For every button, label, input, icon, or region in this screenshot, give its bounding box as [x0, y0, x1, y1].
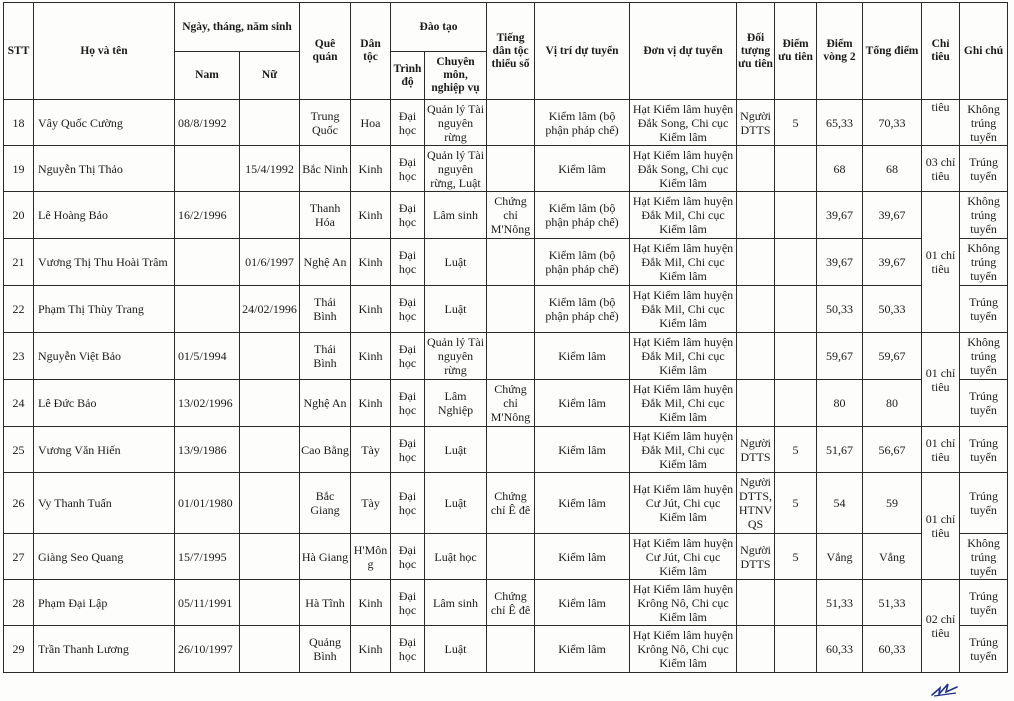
header-male: Nam — [175, 52, 240, 100]
cell-level: Đại học — [391, 580, 425, 626]
cell-stt: 22 — [4, 286, 34, 333]
cell-total: 68 — [863, 146, 922, 192]
cell-major: Lâm sinh — [425, 192, 487, 239]
cell-name: Trần Thanh Lương — [34, 626, 175, 673]
cell-dob-male: 15/7/1995 — [175, 534, 240, 580]
cell-position: Kiểm lâm — [535, 333, 630, 380]
cell-position: Kiểm lâm — [535, 473, 630, 534]
cell-ethnicity: Kinh — [351, 380, 391, 427]
cell-dob-male: 16/2/1996 — [175, 192, 240, 239]
cell-ethnicity: Kinh — [351, 626, 391, 673]
cell-target-group — [737, 192, 775, 239]
cell-level: Đại học — [391, 100, 425, 146]
cell-major: Luật — [425, 473, 487, 534]
cell-round2: 68 — [817, 146, 863, 192]
cell-name: Nguyễn Thị Thảo — [34, 146, 175, 192]
cell-target-group — [737, 146, 775, 192]
cell-round2: Vắng — [817, 534, 863, 580]
cell-hometown: Nghệ An — [300, 239, 351, 286]
header-level: Trình độ — [391, 52, 425, 100]
cell-note: Trúng tuyển — [960, 473, 1008, 534]
cell-hometown: Hà Giang — [300, 534, 351, 580]
cell-name: Lê Đức Bảo — [34, 380, 175, 427]
cell-unit: Hạt Kiểm lâm huyện Đắk Mil, Chi cục Kiểm lâm — [630, 380, 737, 427]
cell-dob-female: 24/02/1996 — [240, 286, 300, 333]
cell-round2: 50,33 — [817, 286, 863, 333]
cell-round2: 60,33 — [817, 626, 863, 673]
cell-quota: 01 chỉ tiêu — [922, 333, 960, 427]
table-row — [4, 427, 1008, 473]
cell-level: Đại học — [391, 192, 425, 239]
cell-ethnicity: Tày — [351, 473, 391, 534]
cell-note: Trúng tuyển — [960, 286, 1008, 333]
cell-target-group — [737, 380, 775, 427]
cell-major: Lâm sinh — [425, 580, 487, 626]
cell-stt: 21 — [4, 239, 34, 286]
cell-note: Trúng tuyển — [960, 427, 1008, 473]
header-training: Đào tạo — [391, 3, 487, 52]
cell-dob-female — [240, 534, 300, 580]
cell-ethnicity: Hoa — [351, 100, 391, 146]
cell-total: 60,33 — [863, 626, 922, 673]
header-note: Ghi chú — [960, 3, 1008, 100]
cell-priority-points: 5 — [775, 534, 817, 580]
cell-quota: 01 chỉ tiêu — [922, 192, 960, 333]
cell-priority-points — [775, 333, 817, 380]
cell-dob-female — [240, 333, 300, 380]
candidate-results-table — [3, 2, 1008, 673]
cell-dob-male: 13/02/1996 — [175, 380, 240, 427]
cell-hometown: Cao Bằng — [300, 427, 351, 473]
cell-total: 39,67 — [863, 192, 922, 239]
cell-hometown: Thái Bình — [300, 286, 351, 333]
cell-target-group — [737, 286, 775, 333]
cell-target-group: Người DTTS — [737, 534, 775, 580]
cell-note: Không trúng tuyển — [960, 534, 1008, 580]
cell-minority-language — [487, 534, 535, 580]
cell-name: Vương Văn Hiến — [34, 427, 175, 473]
cell-total: Vắng — [863, 534, 922, 580]
cell-stt: 26 — [4, 473, 34, 534]
cell-dob-female — [240, 192, 300, 239]
table-row — [4, 192, 1008, 239]
cell-hometown: Nghệ An — [300, 380, 351, 427]
cell-dob-male — [175, 239, 240, 286]
cell-unit: Hạt Kiểm lâm huyện Đắk Song, Chi cục Kiểm lâm — [630, 146, 737, 192]
header-ethnicity: Dân tộc — [351, 3, 391, 100]
cell-minority-language — [487, 626, 535, 673]
cell-priority-points: 5 — [775, 100, 817, 146]
cell-level: Đại học — [391, 333, 425, 380]
cell-dob-female — [240, 100, 300, 146]
cell-quota: 02 chỉ tiêu — [922, 580, 960, 673]
cell-note: Trúng tuyển — [960, 146, 1008, 192]
cell-level: Đại học — [391, 473, 425, 534]
cell-unit: Hạt Kiểm lâm huyện Đắk Mil, Chi cục Kiểm lâm — [630, 286, 737, 333]
cell-dob-male: 01/5/1994 — [175, 333, 240, 380]
cell-note: Trúng tuyển — [960, 626, 1008, 673]
cell-hometown: Trung Quốc — [300, 100, 351, 146]
cell-major: Luật — [425, 427, 487, 473]
cell-minority-language — [487, 333, 535, 380]
cell-stt: 29 — [4, 626, 34, 673]
cell-minority-language: Chứng chỉ M'Nông — [487, 380, 535, 427]
cell-stt: 23 — [4, 333, 34, 380]
cell-note: Không trúng tuyển — [960, 239, 1008, 286]
cell-name: Vây Quốc Cường — [34, 100, 175, 146]
cell-position: Kiểm lâm (bộ phận pháp chế) — [535, 239, 630, 286]
cell-position: Kiểm lâm — [535, 146, 630, 192]
cell-priority-points — [775, 580, 817, 626]
cell-major: Quản lý Tài nguyên rừng — [425, 333, 487, 380]
cell-level: Đại học — [391, 427, 425, 473]
cell-priority-points — [775, 239, 817, 286]
cell-priority-points — [775, 192, 817, 239]
cell-target-group — [737, 333, 775, 380]
cell-name: Vương Thị Thu Hoài Trâm — [34, 239, 175, 286]
cell-total: 59 — [863, 473, 922, 534]
table-row — [4, 534, 1008, 580]
cell-position: Kiểm lâm (bộ phận pháp chế) — [535, 286, 630, 333]
cell-note: Không trúng tuyển — [960, 333, 1008, 380]
header-priority-points: Điểm ưu tiên — [775, 3, 817, 100]
cell-major: Quản lý Tài nguyên rừng, Luật — [425, 146, 487, 192]
cell-total: 51,33 — [863, 580, 922, 626]
cell-total: 59,67 — [863, 333, 922, 380]
cell-dob-female — [240, 380, 300, 427]
cell-dob-female — [240, 580, 300, 626]
cell-minority-language — [487, 239, 535, 286]
table-row — [4, 239, 1008, 286]
cell-minority-language — [487, 100, 535, 146]
cell-total: 50,33 — [863, 286, 922, 333]
cell-dob-female — [240, 626, 300, 673]
cell-name: Nguyễn Việt Bảo — [34, 333, 175, 380]
table-row — [4, 286, 1008, 333]
cell-unit: Hạt Kiểm lâm huyện Cư Jút, Chi cục Kiểm lâm — [630, 534, 737, 580]
cell-name: Vy Thanh Tuấn — [34, 473, 175, 534]
cell-level: Đại học — [391, 626, 425, 673]
table-body — [4, 100, 1008, 673]
cell-minority-language — [487, 427, 535, 473]
table-header — [4, 3, 1008, 100]
cell-name: Lê Hoàng Bảo — [34, 192, 175, 239]
cell-round2: 51,67 — [817, 427, 863, 473]
cell-minority-language — [487, 146, 535, 192]
cell-major: Luật — [425, 239, 487, 286]
cell-name: Giàng Seo Quang — [34, 534, 175, 580]
cell-ethnicity: Kinh — [351, 333, 391, 380]
cell-position: Kiểm lâm — [535, 427, 630, 473]
cell-major: Lâm Nghiệp — [425, 380, 487, 427]
header-name: Họ và tên — [34, 3, 175, 100]
cell-ethnicity: Kinh — [351, 192, 391, 239]
cell-total: 80 — [863, 380, 922, 427]
cell-quota: 03 chỉ tiêu — [922, 146, 960, 192]
header-minority-language: Tiếng dân tộc thiểu số — [487, 3, 535, 100]
cell-dob-male — [175, 286, 240, 333]
cell-position: Kiểm lâm (bộ phận pháp chế) — [535, 100, 630, 146]
cell-major: Quản lý Tài nguyên rừng — [425, 100, 487, 146]
cell-dob-female: 15/4/1992 — [240, 146, 300, 192]
cell-ethnicity: H'Môn g — [351, 534, 391, 580]
cell-unit: Hạt Kiểm lâm huyện Krông Nô, Chi cục Kiểm lâm — [630, 580, 737, 626]
cell-target-group: Người DTTS, HTNV QS — [737, 473, 775, 534]
header-round2: Điểm vòng 2 — [817, 3, 863, 100]
cell-priority-points — [775, 380, 817, 427]
cell-ethnicity: Kinh — [351, 239, 391, 286]
signature-mark — [930, 680, 960, 698]
header-position: Vị trí dự tuyển — [535, 3, 630, 100]
cell-round2: 59,67 — [817, 333, 863, 380]
cell-priority-points — [775, 146, 817, 192]
header-unit: Đơn vị dự tuyển — [630, 3, 737, 100]
cell-round2: 51,33 — [817, 580, 863, 626]
cell-hometown: Thanh Hóa — [300, 192, 351, 239]
cell-hometown: Quảng Bình — [300, 626, 351, 673]
cell-ethnicity: Tày — [351, 427, 391, 473]
cell-level: Đại học — [391, 380, 425, 427]
cell-dob-female — [240, 473, 300, 534]
cell-position: Kiểm lâm — [535, 534, 630, 580]
cell-round2: 54 — [817, 473, 863, 534]
cell-ethnicity: Kinh — [351, 146, 391, 192]
cell-quota: tiêu — [922, 100, 960, 146]
cell-major: Luật — [425, 286, 487, 333]
cell-level: Đại học — [391, 146, 425, 192]
header-quota: Chỉ tiêu — [922, 3, 960, 100]
table-row — [4, 473, 1008, 534]
cell-unit: Hạt Kiểm lâm huyện Đắk Mil, Chi cục Kiểm lâm — [630, 427, 737, 473]
cell-priority-points — [775, 626, 817, 673]
cell-level: Đại học — [391, 534, 425, 580]
cell-note: Không trúng tuyển — [960, 192, 1008, 239]
cell-dob-female: 01/6/1997 — [240, 239, 300, 286]
cell-hometown: Bắc Ninh — [300, 146, 351, 192]
cell-total: 56,67 — [863, 427, 922, 473]
cell-level: Đại học — [391, 239, 425, 286]
cell-stt: 28 — [4, 580, 34, 626]
cell-major: Luật — [425, 626, 487, 673]
cell-quota: 01 chỉ tiêu — [922, 427, 960, 473]
cell-unit: Hạt Kiểm lâm huyện Đắk Mil, Chi cục Kiểm lâm — [630, 192, 737, 239]
cell-priority-points — [775, 286, 817, 333]
cell-target-group: Người DTTS — [737, 427, 775, 473]
header-stt: STT — [4, 3, 34, 100]
cell-stt: 25 — [4, 427, 34, 473]
cell-target-group: Người DTTS — [737, 100, 775, 146]
cell-total: 39,67 — [863, 239, 922, 286]
cell-unit: Hạt Kiểm lâm huyện Đắk Song, Chi cục Kiểm lâm — [630, 100, 737, 146]
cell-priority-points: 5 — [775, 427, 817, 473]
cell-name: Phạm Thị Thùy Trang — [34, 286, 175, 333]
cell-quota: 01 chỉ tiêu — [922, 473, 960, 580]
cell-major: Luật học — [425, 534, 487, 580]
cell-round2: 39,67 — [817, 239, 863, 286]
cell-priority-points: 5 — [775, 473, 817, 534]
cell-unit: Hạt Kiểm lâm huyện Cư Jút, Chi cục Kiểm lâm — [630, 473, 737, 534]
cell-minority-language: Chứng chỉ Ê đê — [487, 580, 535, 626]
header-female: Nữ — [240, 52, 300, 100]
cell-hometown: Thái Bình — [300, 333, 351, 380]
cell-round2: 39,67 — [817, 192, 863, 239]
header-target-group: Đối tượng ưu tiên — [737, 3, 775, 100]
cell-level: Đại học — [391, 286, 425, 333]
cell-dob-male: 05/11/1991 — [175, 580, 240, 626]
cell-total: 70,33 — [863, 100, 922, 146]
table-row — [4, 626, 1008, 673]
cell-stt: 20 — [4, 192, 34, 239]
cell-unit: Hạt Kiểm lâm huyện Đắk Mil, Chi cục Kiểm lâm — [630, 333, 737, 380]
cell-note: Trúng tuyển — [960, 580, 1008, 626]
cell-position: Kiểm lâm — [535, 626, 630, 673]
cell-stt: 24 — [4, 380, 34, 427]
cell-target-group — [737, 580, 775, 626]
cell-note: Trúng tuyển — [960, 380, 1008, 427]
cell-note: Không trúng tuyển — [960, 100, 1008, 146]
cell-hometown: Bắc Giang — [300, 473, 351, 534]
cell-ethnicity: Kinh — [351, 580, 391, 626]
cell-dob-male: 08/8/1992 — [175, 100, 240, 146]
cell-round2: 80 — [817, 380, 863, 427]
cell-dob-male — [175, 146, 240, 192]
cell-name: Phạm Đại Lập — [34, 580, 175, 626]
cell-position: Kiểm lâm (bộ phận pháp chế) — [535, 192, 630, 239]
cell-position: Kiểm lâm — [535, 580, 630, 626]
cell-target-group — [737, 239, 775, 286]
header-dob: Ngày, tháng, năm sinh — [175, 3, 300, 52]
cell-dob-male: 26/10/1997 — [175, 626, 240, 673]
cell-unit: Hạt Kiểm lâm huyện Đắk Mil, Chi cục Kiểm lâm — [630, 239, 737, 286]
header-total: Tổng điểm — [863, 3, 922, 100]
cell-stt: 19 — [4, 146, 34, 192]
table-row — [4, 100, 1008, 146]
table-row — [4, 380, 1008, 427]
cell-minority-language: Chứng chỉ M'Nông — [487, 192, 535, 239]
cell-dob-male: 01/01/1980 — [175, 473, 240, 534]
cell-hometown: Hà Tĩnh — [300, 580, 351, 626]
header-major: Chuyên môn, nghiệp vụ — [425, 52, 487, 100]
table-row — [4, 146, 1008, 192]
header-hometown: Quê quán — [300, 3, 351, 100]
cell-minority-language: Chứng chỉ Ê đê — [487, 473, 535, 534]
cell-stt: 18 — [4, 100, 34, 146]
cell-position: Kiểm lâm — [535, 380, 630, 427]
cell-unit: Hạt Kiểm lâm huyện Krông Nô, Chi cục Kiểm lâm — [630, 626, 737, 673]
cell-stt: 27 — [4, 534, 34, 580]
table-row — [4, 333, 1008, 380]
cell-round2: 65,33 — [817, 100, 863, 146]
cell-ethnicity: Kinh — [351, 286, 391, 333]
table-row — [4, 580, 1008, 626]
cell-dob-male: 13/9/1986 — [175, 427, 240, 473]
cell-target-group — [737, 626, 775, 673]
cell-minority-language — [487, 286, 535, 333]
cell-dob-female — [240, 427, 300, 473]
